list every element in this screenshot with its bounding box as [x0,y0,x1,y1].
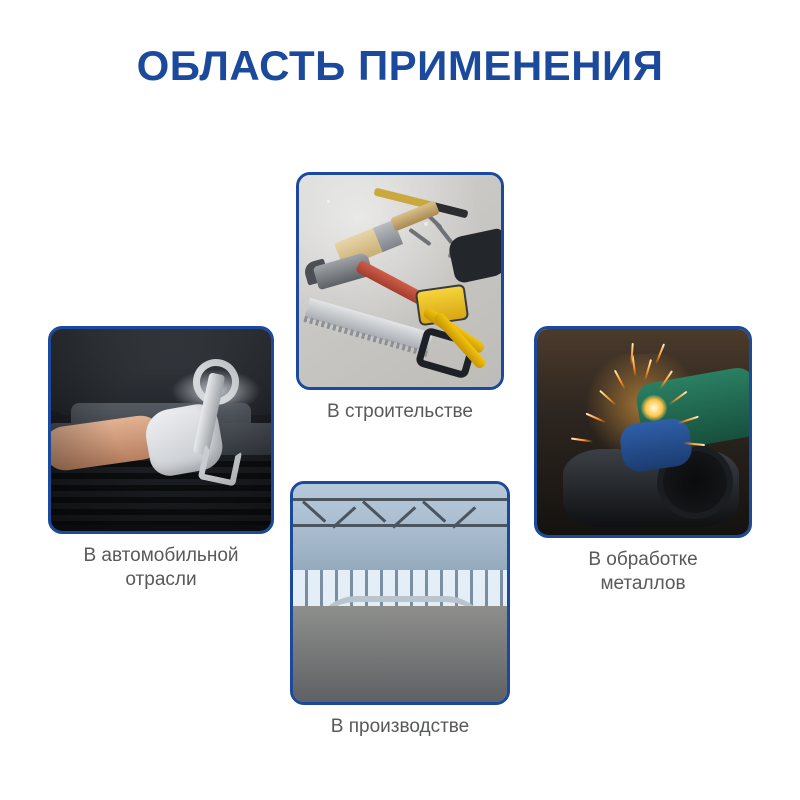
factory-floor-shape [293,606,507,702]
automotive-image [48,326,274,534]
saw-icon [305,298,434,353]
production-scene [293,484,507,702]
card-automotive-caption-line1: В автомобильной [83,545,239,566]
card-production[interactable] [290,481,510,739]
construction-image [296,172,504,390]
construction-scene [299,175,501,387]
card-metal-caption [534,548,752,596]
roof-truss-shape [293,484,507,570]
card-production-caption: В производстве [330,716,470,737]
spark-burst-icon [641,395,667,421]
card-metal-caption-line1: В обработке [588,549,698,570]
automotive-scene [51,329,271,531]
work-glove-icon [447,228,504,285]
production-image [290,481,510,705]
card-construction[interactable] [296,172,504,424]
metal-scene [537,329,749,535]
card-automotive-caption [48,544,274,592]
card-automotive[interactable] [48,326,274,592]
card-construction-caption: В строительстве [327,401,473,422]
card-metal[interactable] [534,326,752,596]
card-automotive-caption-line2: отрасли [125,568,197,590]
page-title: ОБЛАСТЬ ПРИМЕНЕНИЯ [136,42,664,89]
card-metal-caption-line2: металлов [600,572,686,594]
metal-image [534,326,752,538]
